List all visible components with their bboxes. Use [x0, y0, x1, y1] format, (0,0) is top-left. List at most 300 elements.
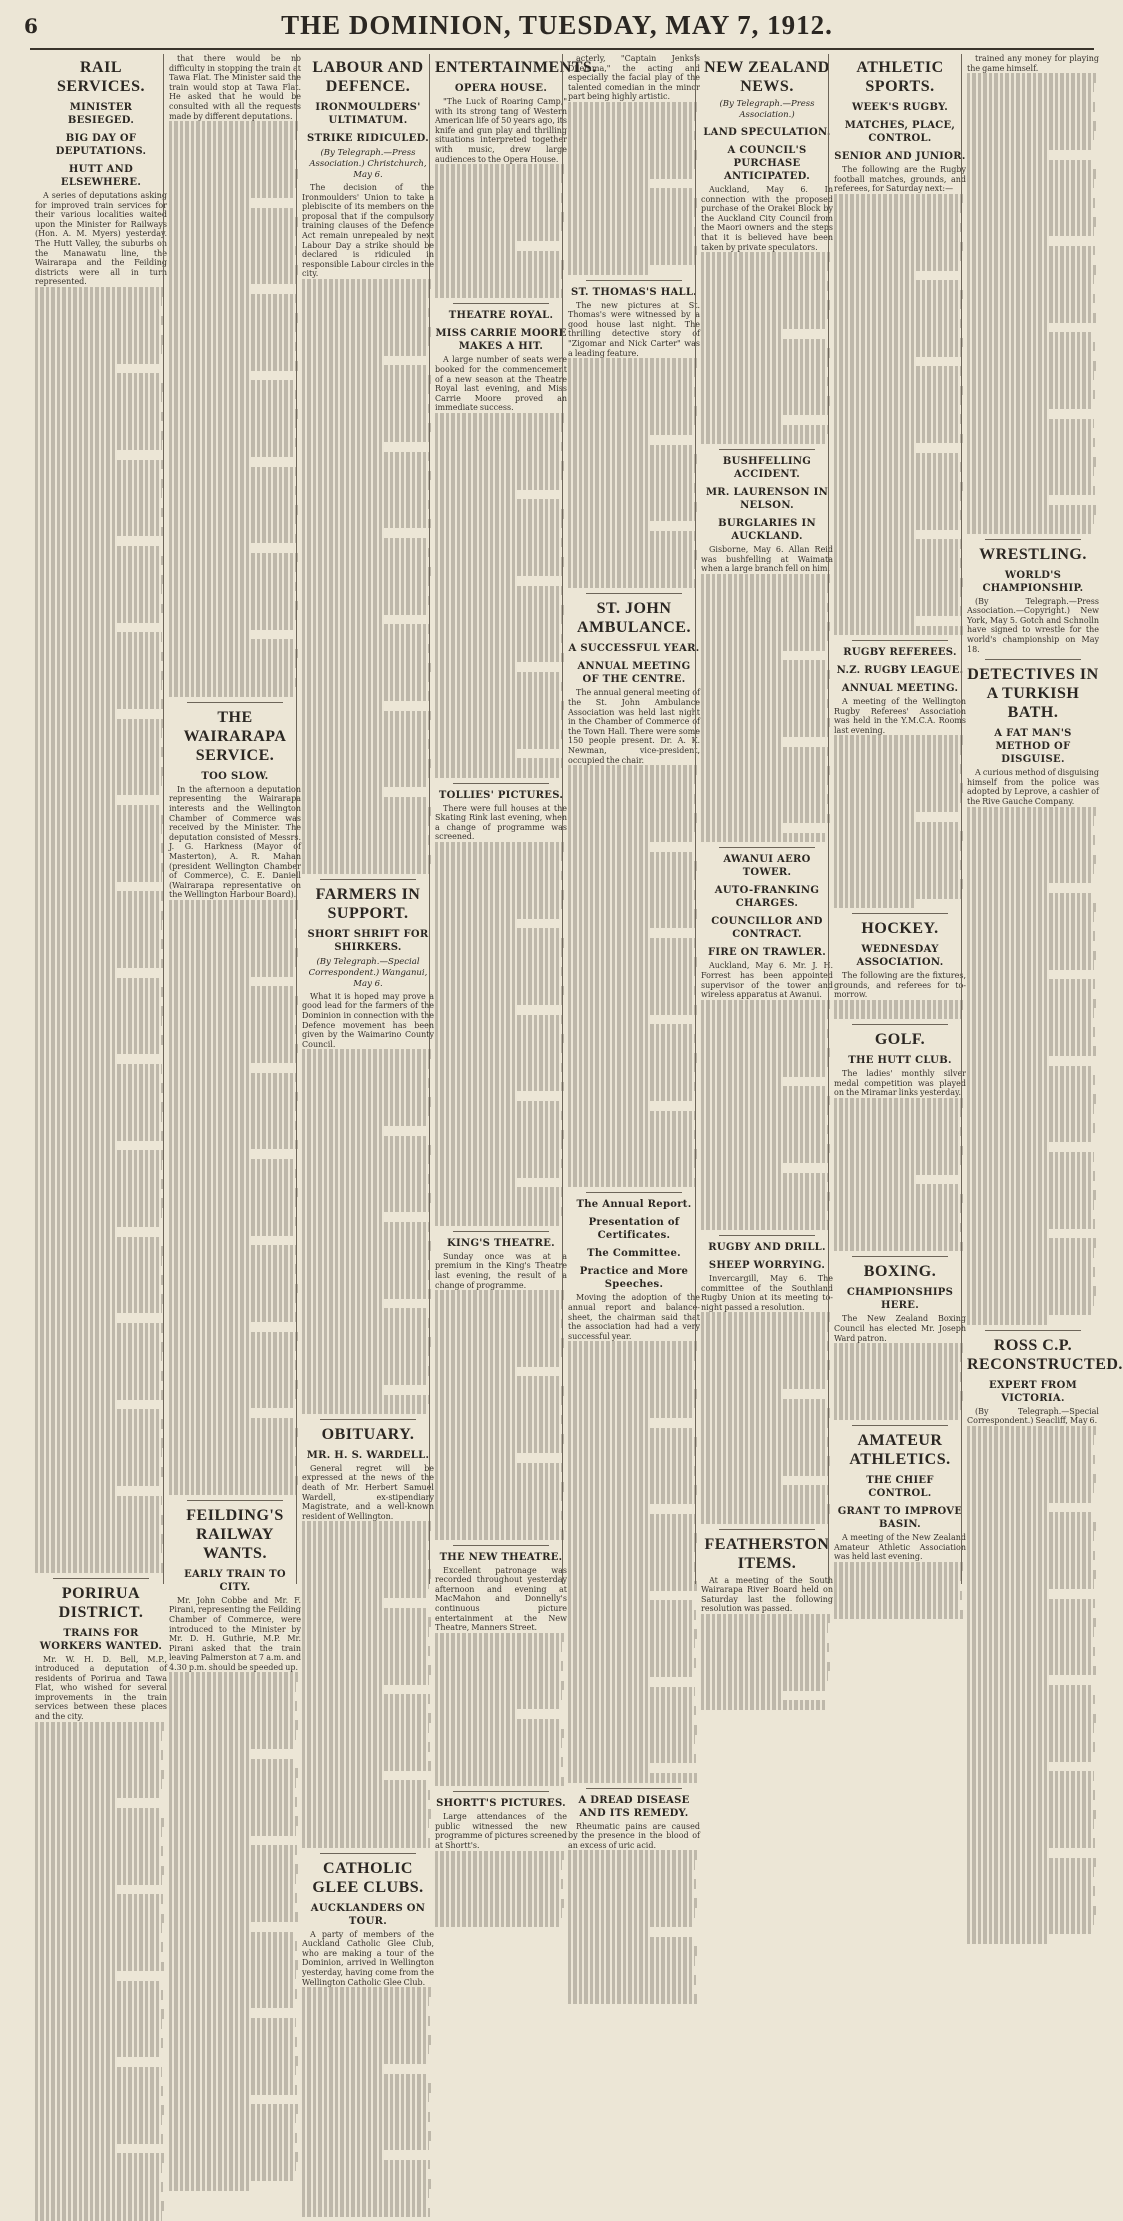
article	[35, 1584, 167, 2221]
text-line	[302, 384, 429, 394]
text-line	[169, 2123, 293, 2133]
text-line	[302, 1790, 430, 1800]
text-line	[302, 1145, 431, 1155]
text-line	[568, 1476, 693, 1486]
text-line	[302, 730, 426, 740]
text-line	[35, 1064, 162, 1074]
text-line	[169, 2133, 297, 2143]
text-line	[701, 425, 829, 435]
text-line	[568, 377, 692, 387]
text-line	[35, 891, 163, 901]
article-subheading: ANNUAL MEETING OF THE CENTRE.	[577, 661, 691, 686]
text-line	[35, 661, 160, 671]
text-line	[834, 1127, 962, 1137]
text-line	[568, 1082, 696, 1092]
text-line	[35, 1266, 159, 1276]
text-line	[435, 432, 559, 442]
text-line	[967, 1066, 1091, 1076]
text-line	[435, 1072, 560, 1082]
article-heading: ATHLETIC SPORTS.	[856, 59, 944, 95]
text-line	[701, 1671, 828, 1681]
text-line	[568, 1072, 692, 1082]
text-line	[35, 392, 162, 402]
text-line	[302, 1723, 429, 1733]
text-line	[435, 241, 517, 251]
text-line	[169, 1999, 294, 2009]
text-line	[169, 1428, 298, 1438]
text-line	[701, 1466, 828, 1476]
text-line	[568, 1063, 695, 1073]
text-line	[435, 1661, 563, 1671]
text-line	[568, 150, 697, 160]
text-line	[302, 548, 430, 558]
column-8	[961, 54, 1123, 1584]
text-line	[701, 1351, 826, 1361]
text-line	[35, 383, 164, 393]
text-line	[967, 1752, 1092, 1762]
text-line	[35, 1438, 164, 1448]
text-line	[967, 1723, 1094, 1733]
text-line	[35, 1486, 117, 1496]
text-line	[568, 387, 696, 397]
text-line	[35, 306, 159, 316]
text-line	[302, 807, 431, 817]
text-line	[967, 1867, 1094, 1877]
text-line	[568, 813, 697, 823]
text-line	[967, 332, 1091, 342]
text-line	[834, 745, 961, 755]
article	[568, 1794, 700, 2004]
text-line	[701, 1399, 826, 1409]
article	[568, 54, 700, 275]
text-line	[701, 1105, 828, 1115]
text-line	[967, 1483, 1094, 1493]
text-line	[967, 855, 1096, 865]
text-line	[35, 604, 163, 614]
text-line	[435, 662, 517, 672]
text-line	[435, 174, 562, 184]
text-line	[302, 1212, 384, 1222]
text-line	[35, 1237, 160, 1247]
text-line	[435, 1690, 562, 1700]
text-line	[568, 775, 695, 785]
text-line	[834, 841, 961, 851]
text-line	[568, 1139, 693, 1149]
text-line	[967, 874, 1091, 884]
text-line	[302, 1280, 427, 1290]
text-line	[967, 1114, 1091, 1124]
text-line	[967, 989, 1092, 999]
text-line	[967, 1229, 1049, 1239]
page-columns	[30, 48, 1123, 1987]
text-line	[967, 979, 1095, 989]
text-line	[35, 1112, 162, 1122]
text-line	[568, 1648, 692, 1658]
text-line	[834, 338, 963, 348]
text-line	[169, 1466, 294, 1476]
text-line	[302, 394, 426, 404]
text-line	[169, 140, 293, 150]
text-line	[834, 1175, 916, 1185]
text-line	[35, 1798, 117, 1808]
text-line	[169, 1922, 251, 1932]
text-line	[967, 313, 1096, 323]
text-line	[568, 179, 650, 189]
text-line	[834, 1098, 963, 1108]
text-line	[169, 1408, 251, 1418]
text-line	[35, 776, 162, 786]
text-line	[568, 1043, 693, 1053]
text-line	[967, 1426, 1096, 1436]
text-line	[435, 222, 562, 232]
article-subheading: A SUCCESSFUL YEAR.	[568, 643, 700, 655]
text-line	[701, 631, 828, 641]
text-line	[35, 460, 163, 470]
text-line	[35, 1342, 164, 1352]
text-line	[302, 1752, 427, 1762]
text-line	[169, 495, 294, 505]
text-line	[302, 797, 427, 807]
text-line	[302, 1059, 429, 1069]
text-line	[302, 682, 426, 692]
text-line	[169, 986, 294, 996]
text-line	[169, 1015, 293, 1025]
text-line	[35, 2086, 163, 2096]
text-line	[302, 2054, 426, 2064]
text-line	[435, 672, 559, 682]
text-line	[568, 502, 697, 512]
text-line	[35, 316, 163, 326]
text-line	[967, 131, 1094, 141]
text-line	[169, 361, 298, 371]
article	[834, 1030, 966, 1251]
section-divider	[453, 1545, 549, 1546]
text-line	[35, 709, 117, 719]
text-line	[169, 1874, 296, 1884]
text-line	[568, 1946, 697, 1956]
text-line	[435, 1091, 517, 1101]
text-line	[834, 280, 959, 290]
article-subheading: WEDNESDAY ASSOCIATION.	[856, 944, 944, 969]
text-line	[967, 1637, 1091, 1647]
text-line	[169, 977, 251, 987]
text-line	[35, 431, 164, 441]
text-line	[169, 1044, 298, 1054]
text-line	[568, 1591, 650, 1601]
text-line	[568, 804, 693, 814]
text-line	[967, 1522, 1096, 1532]
text-line	[834, 491, 961, 501]
page-number: 6	[24, 14, 38, 38]
text-line	[967, 1464, 1092, 1474]
text-line	[967, 419, 1094, 429]
article-body: General regret will be expressed at the news of the death of Mr. Herbert Samuel Wardell, ex-stipendiary Magistrate, and a well-known resident of Wellington.	[302, 1463, 434, 1521]
text-line	[568, 1735, 695, 1745]
text-line	[169, 1845, 297, 1855]
text-line	[435, 1463, 563, 1473]
text-line	[302, 1308, 426, 1318]
text-line	[302, 1069, 426, 1079]
text-line	[435, 643, 560, 653]
article-subheading: CHAMPIONSHIPS HERE.	[846, 1287, 954, 1312]
text-line	[701, 1057, 828, 1067]
article	[701, 853, 833, 1230]
text-line	[302, 1646, 430, 1656]
text-line	[701, 823, 783, 833]
text-line	[435, 1860, 562, 1870]
text-line	[568, 832, 692, 842]
text-line	[35, 2009, 164, 2019]
text-line	[435, 1309, 559, 1319]
text-line	[967, 1455, 1095, 1465]
column-7	[828, 54, 971, 1584]
text-line	[169, 342, 297, 352]
text-line	[435, 720, 559, 730]
text-line	[35, 1818, 164, 1828]
text-line	[35, 1198, 164, 1208]
text-line	[302, 2064, 384, 2074]
text-line	[169, 1207, 293, 1217]
section-divider	[586, 280, 682, 281]
article-subheading: SENIOR AND JUNIOR.	[834, 151, 966, 162]
text-line	[834, 510, 962, 520]
text-line	[834, 626, 963, 636]
text-line	[701, 699, 829, 709]
article-heading: GOLF.	[874, 1031, 926, 1049]
text-line	[169, 399, 294, 409]
text-line	[169, 1476, 298, 1486]
text-line	[834, 414, 962, 424]
text-line	[302, 500, 430, 510]
text-line	[701, 1485, 829, 1495]
text-line	[435, 1681, 564, 1691]
text-line	[701, 1623, 828, 1633]
text-line	[834, 822, 959, 832]
text-line	[435, 538, 563, 548]
text-line	[435, 1633, 564, 1643]
text-line	[435, 1748, 559, 1758]
text-line	[967, 1503, 1049, 1513]
article-heading: WRESTLING.	[979, 545, 1087, 563]
text-line	[35, 1016, 162, 1026]
text-line	[435, 1851, 564, 1861]
text-line	[435, 499, 560, 509]
text-line	[967, 1800, 1092, 1810]
text-line	[302, 2006, 426, 2016]
text-line	[435, 1111, 563, 1121]
text-line	[169, 658, 296, 668]
text-line	[302, 480, 429, 490]
text-line	[169, 1370, 294, 1380]
text-line	[35, 1390, 164, 1400]
text-line	[967, 1742, 1095, 1752]
text-line	[169, 967, 293, 977]
text-line	[302, 816, 429, 826]
text-line	[302, 1404, 426, 1414]
text-line	[35, 1971, 117, 1981]
text-line	[302, 1771, 384, 1781]
text-line	[834, 803, 958, 813]
text-line	[35, 517, 160, 527]
text-line	[435, 1338, 564, 1348]
section-divider	[985, 659, 1081, 660]
text-line	[302, 1049, 431, 1059]
section-divider	[852, 1024, 948, 1025]
article-subheading: LAND SPECULATION.	[703, 127, 831, 138]
text-line	[568, 416, 695, 426]
text-line	[435, 1005, 517, 1015]
text-line	[35, 1361, 159, 1371]
text-line	[435, 260, 564, 270]
text-line	[701, 1048, 830, 1058]
text-line	[701, 727, 828, 737]
text-line	[568, 1937, 693, 1947]
text-line	[967, 284, 1091, 294]
text-line	[302, 308, 430, 318]
article	[302, 58, 434, 874]
text-line	[169, 1912, 298, 1922]
text-line	[302, 2074, 427, 2084]
text-line	[834, 242, 963, 252]
text-line	[435, 1472, 560, 1482]
article-body: A series of deputations asking for improved train services for their various localities waited upon the Minister for Railways (Hon. A. M. Myers) yesterday. The Hutt Valley, the suburbs on the Manawatu line, the Wairarapa and the Feilding districts were all in turn represented.	[35, 191, 167, 287]
text-line	[967, 188, 1091, 198]
text-line	[701, 1447, 826, 1457]
article	[834, 919, 966, 1019]
section-divider	[187, 1500, 283, 1501]
text-line	[35, 1256, 162, 1266]
text-line	[35, 1045, 160, 1055]
article	[169, 708, 301, 1495]
text-line	[35, 1218, 159, 1228]
text-line	[701, 1514, 828, 1524]
text-line	[967, 1934, 1049, 1944]
article-subheading: EARLY TRAIN TO CITY.	[184, 1568, 286, 1593]
text-line	[35, 1837, 159, 1847]
text-line	[169, 438, 297, 448]
text-line	[967, 1589, 1049, 1599]
text-line	[435, 1216, 560, 1226]
text-line	[435, 624, 559, 634]
text-line	[568, 1898, 697, 1908]
text-line	[568, 1918, 692, 1928]
text-line	[701, 833, 825, 843]
text-line	[701, 1086, 826, 1096]
text-line	[834, 251, 961, 261]
text-line	[169, 1111, 293, 1121]
article-subheading: Presentation of Certificates.	[588, 1217, 680, 1242]
text-line	[35, 872, 162, 882]
text-line	[701, 1456, 830, 1466]
text-line	[169, 1178, 294, 1188]
text-line	[568, 169, 692, 179]
text-line	[35, 1141, 117, 1151]
text-line	[435, 1396, 562, 1406]
text-line	[169, 610, 296, 620]
text-line	[302, 2179, 431, 2189]
text-line	[35, 747, 163, 757]
text-line	[701, 603, 829, 613]
text-line	[302, 1685, 384, 1695]
text-line	[169, 2018, 296, 2028]
text-line	[435, 1348, 562, 1358]
text-line	[435, 1187, 562, 1197]
article-subheading: The Annual Report.	[576, 1199, 692, 1211]
text-line	[701, 583, 828, 593]
article-body: The New Zealand Boxing Council has elected Mr. Joseph Ward patron.	[834, 1314, 966, 1343]
article	[435, 1237, 567, 1540]
text-line	[967, 438, 1095, 448]
text-line	[35, 565, 160, 575]
text-line	[35, 2201, 164, 2211]
text-line	[435, 701, 564, 711]
article	[834, 1431, 966, 1619]
text-line	[35, 488, 162, 498]
text-line	[568, 1552, 692, 1562]
section-divider	[586, 1192, 682, 1193]
section-divider	[852, 1425, 948, 1426]
text-line	[435, 852, 562, 862]
text-line	[435, 576, 517, 586]
text-line	[701, 348, 830, 358]
text-line	[35, 843, 163, 853]
article-subheading: EXPERT FROM VICTORIA.	[988, 1379, 1078, 1404]
text-line	[435, 909, 559, 919]
text-line	[169, 371, 251, 381]
text-line	[568, 1456, 692, 1466]
text-line	[967, 208, 1092, 218]
article-subheading: (By Telegraph.—Press Association.) Christchurch, May 6.	[309, 148, 427, 180]
text-line	[35, 1515, 163, 1525]
text-line	[35, 2057, 117, 2067]
text-line	[169, 1322, 251, 1332]
text-line	[701, 1144, 830, 1154]
text-line	[302, 1819, 429, 1829]
text-line	[568, 1533, 697, 1543]
article-subheading: N.Z. RUGBY LEAGUE.	[836, 665, 964, 677]
text-line	[568, 160, 695, 170]
text-line	[35, 920, 162, 930]
text-line	[967, 1906, 1096, 1916]
section-divider	[53, 1578, 149, 1579]
article-body: The ladies' monthly silver medal competition was played on the Miramar links yesterday.	[834, 1069, 966, 1098]
text-line	[701, 1000, 830, 1010]
text-line	[35, 911, 164, 921]
text-line	[169, 1740, 293, 1750]
text-line	[35, 2153, 164, 2163]
text-line	[302, 1385, 384, 1395]
text-line	[35, 613, 160, 623]
text-line	[568, 1879, 696, 1889]
text-line	[967, 1838, 1095, 1848]
article-subheading: THEATRE ROYAL.	[448, 310, 554, 322]
article-body: Gisborne, May 6. Allan Reid was bushfelling at Waimata when a large branch fell on him.	[701, 545, 833, 574]
text-line	[302, 1222, 430, 1232]
text-line	[169, 900, 298, 910]
text-line	[701, 367, 825, 377]
text-line	[435, 519, 562, 529]
text-line	[568, 1994, 697, 2004]
text-line	[834, 424, 959, 434]
article-heading: PORIRUA DISTRICT.	[58, 1584, 144, 1621]
article-subheading: OPERA HOUSE.	[454, 83, 548, 94]
text-line	[834, 1010, 961, 1020]
text-line	[302, 442, 384, 452]
text-line	[701, 718, 830, 728]
text-line	[701, 622, 830, 632]
text-line	[568, 1524, 693, 1534]
text-line	[568, 1975, 696, 1985]
